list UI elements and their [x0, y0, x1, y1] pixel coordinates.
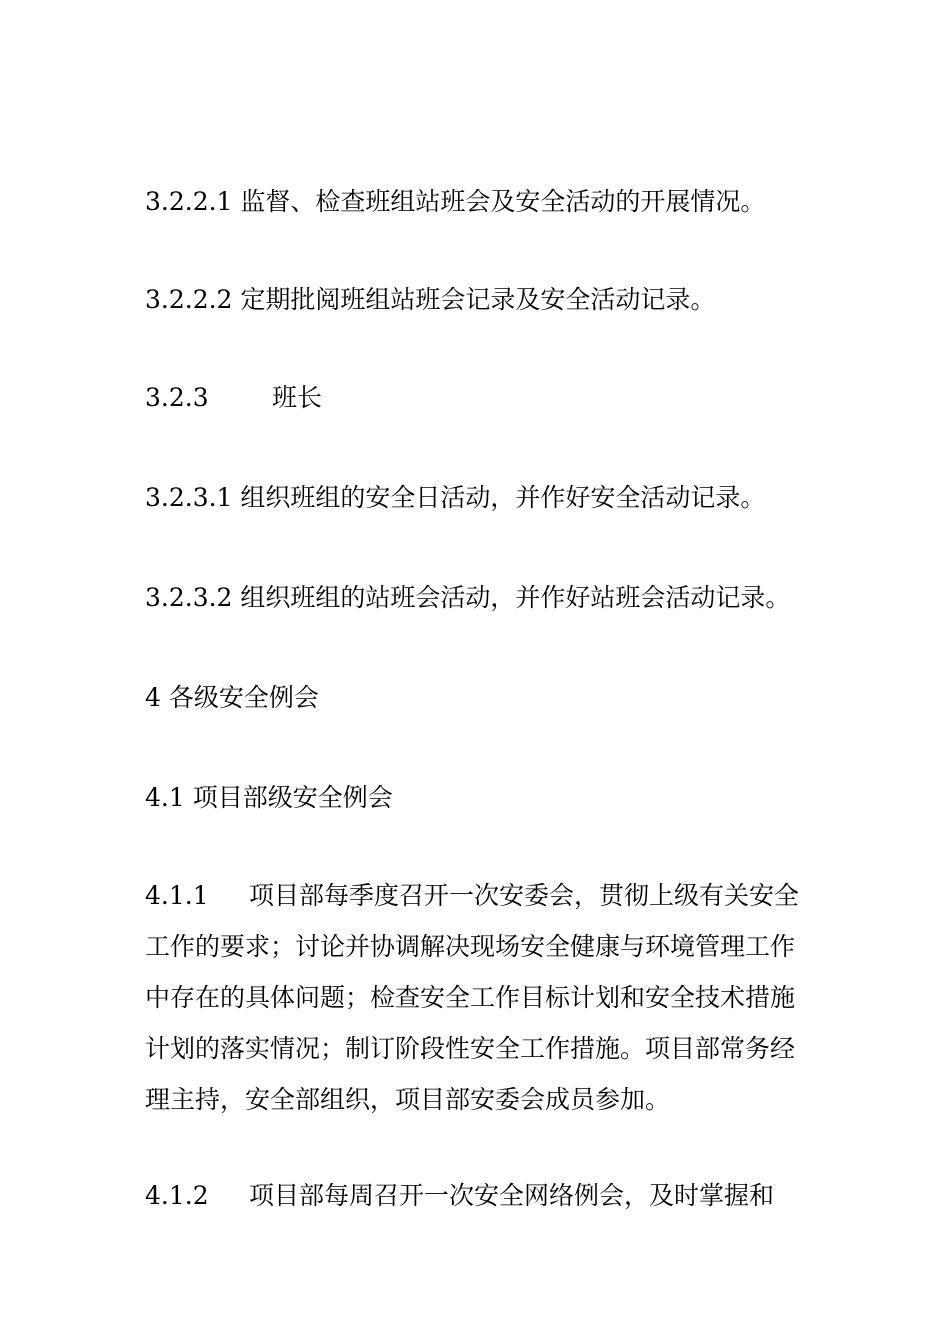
paragraph-3-2-2-1 — [145, 176, 815, 227]
paragraph-text: 组织班组的站班会活动，并作好站班会活动记录。 — [232, 583, 791, 612]
heading-text: 各级安全例会 — [160, 683, 319, 712]
paragraph-text: 监督、检查班组站班会及安全活动的开展情况。 — [232, 187, 766, 216]
section-number: 3.2.2.1 — [145, 187, 233, 216]
paragraph-text: 定期批阅班组站班会记录及安全活动记录。 — [232, 285, 716, 314]
heading-text: 班长 — [272, 383, 323, 412]
section-number: 3.2.3.2 — [145, 583, 233, 612]
section-number: 4.1.2 — [145, 1181, 209, 1210]
paragraph-4-1-2 — [145, 1170, 815, 1221]
section-number: 3.2.3 — [145, 383, 209, 412]
paragraph-text: 项目部每周召开一次安全网络例会，及时掌握和 — [249, 1181, 775, 1210]
heading-3-2-3 — [145, 372, 815, 423]
section-number: 4.1 — [145, 783, 185, 812]
paragraph-3-2-3-1 — [145, 472, 815, 523]
section-number: 3.2.3.1 — [145, 483, 233, 512]
paragraph-text: 项目部每季度召开一次安委会，贯彻上级有关安全工作的要求；讨论并协调解决现场安全健康与环境管理工作中存在的具体问题；检查安全工作目标计划和安全技术措施计划的落实情况；制订阶段性安全工作措施。项目部常务经理主持，安全部组织，项目部安委会成员参加。 — [145, 881, 800, 1114]
paragraph-3-2-3-2 — [145, 572, 815, 623]
heading-4-1 — [145, 772, 815, 823]
paragraph-4-1-1 — [145, 870, 815, 1125]
section-number: 3.2.2.2 — [145, 285, 233, 314]
heading-4 — [145, 672, 815, 723]
heading-text: 项目部级安全例会 — [184, 783, 393, 812]
paragraph-3-2-2-2 — [145, 274, 815, 325]
section-number: 4 — [145, 683, 161, 712]
paragraph-text: 组织班组的安全日活动，并作好安全活动记录。 — [232, 483, 766, 512]
section-number: 4.1.1 — [145, 881, 209, 910]
